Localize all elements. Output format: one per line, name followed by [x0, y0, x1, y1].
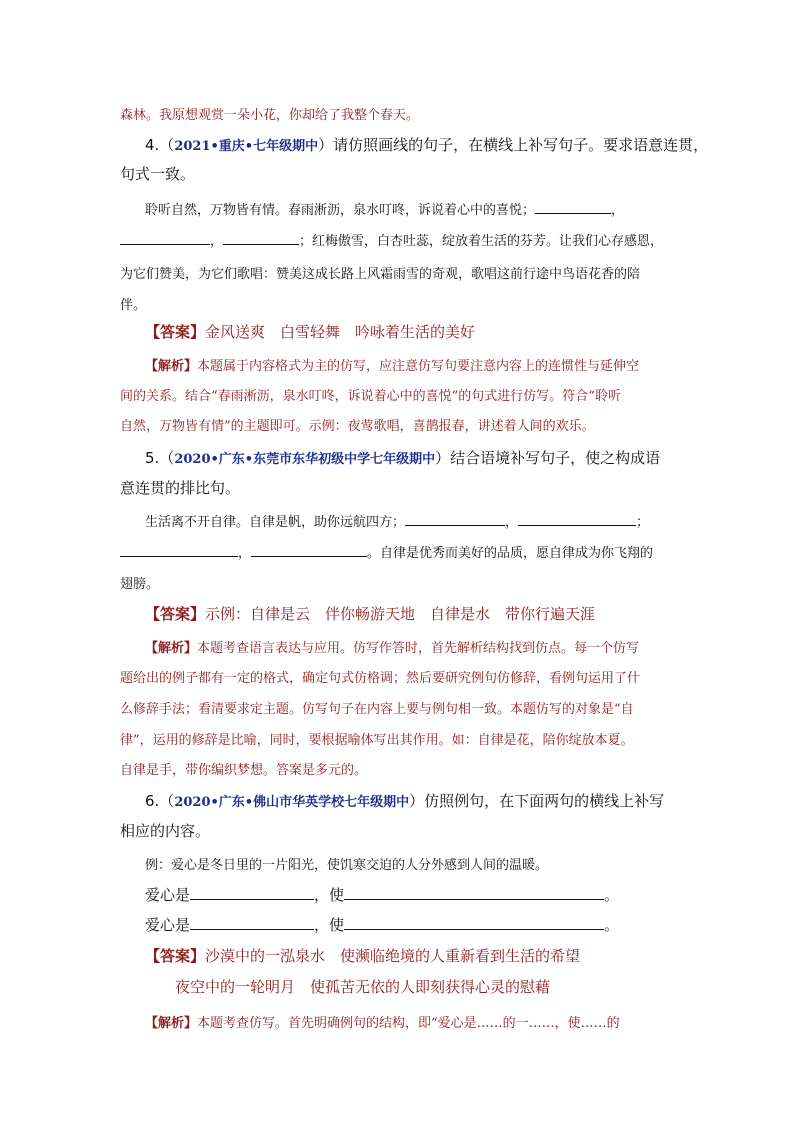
- answer-blank: [120, 230, 210, 245]
- answer-blank: [120, 542, 238, 557]
- comma: ，: [611, 203, 625, 218]
- fill-end: 。: [604, 886, 620, 904]
- question-6-answer: [145, 945, 580, 966]
- question-5-analysis-line-4: 律”，运用的修辞是比喻，同时，要根据喻体写出其作用。如：自律是花，陪你绽放本夏。: [120, 733, 634, 748]
- analysis-label: 【解析】: [145, 1016, 198, 1031]
- question-4-heading: [145, 134, 708, 155]
- question-5-body-line-2: [120, 542, 653, 561]
- previous-answer-tail: 森林。我原想观赏一朵小花，你却给了我整个春天。: [120, 108, 420, 123]
- body-text: 。自律是优秀而美好的品质，愿自律成为你飞翔的: [367, 546, 654, 561]
- answer-blank: [518, 511, 636, 526]
- fill-end: 。: [604, 916, 620, 934]
- question-prompt: 结合语境补写句子，使之构成语: [450, 449, 661, 467]
- question-source: 2021•重庆•七年级期中: [174, 139, 319, 154]
- analysis-text: 本题考查语言表达与应用。仿写作答时，首先解析结构找到仿点。每一个仿写: [197, 641, 640, 656]
- question-4-body-line-3: 为它们赞美，为它们歌唱：赞美这成长路上风霜雨雪的奇观，歌唱这前行途中鸟语花香的陪: [120, 267, 641, 282]
- question-close: ）: [409, 792, 425, 810]
- question-6-prompt-cont: 相应的内容。: [120, 822, 211, 840]
- analysis-label: 【解析】: [145, 359, 198, 374]
- question-4-prompt-cont: 句式一致。: [120, 165, 196, 183]
- answer-blank: [344, 915, 604, 930]
- question-5-body-line-3: 翅膀。: [120, 577, 160, 592]
- question-6-fill-line-1: [145, 884, 619, 905]
- body-text: 聆听自然，万物皆有情。春雨淅沥，泉水叮咚，诉说着心中的喜悦；: [145, 203, 536, 218]
- answer-blank: [190, 885, 314, 900]
- question-5-analysis-line-5: 自律是手，带你编织梦想。答案是多元的。: [120, 763, 368, 778]
- question-6-heading: [145, 790, 664, 811]
- analysis-text: 本题属于内容格式为主的仿写，应注意仿写句要注意内容上的连惯性与延伸空: [197, 359, 640, 374]
- answer-text: 金风送爽 白雪轻舞 吟咏着生活的美好: [205, 323, 476, 341]
- question-5-body-line-1: [145, 511, 649, 530]
- question-5-analysis-line-3: 么修辞手法；看清要求定主题。仿写句子在内容上要与例句相一致。本题仿写的对象是“自: [120, 702, 634, 717]
- answer-label: 【答案】: [145, 605, 206, 623]
- question-4-analysis-line-1: [145, 355, 639, 374]
- semicolon: ；: [636, 515, 650, 530]
- question-4-body-line-1: [145, 199, 624, 218]
- answer-text: 沙漠中的一泓泉水 使濒临绝境的人重新看到生活的希望: [205, 947, 581, 965]
- question-close: ）: [318, 136, 334, 154]
- question-number: 6.（: [145, 792, 175, 810]
- fill-prefix: 爱心是: [145, 886, 191, 904]
- comma: ，: [238, 546, 252, 561]
- comma: ，: [505, 515, 519, 530]
- question-number: 4.（: [145, 136, 175, 154]
- analysis-text: 本题考查仿写。首先明确例句的结构，即“爱心是……的一……，使……的: [197, 1016, 620, 1031]
- fill-middle: ，使: [314, 916, 345, 934]
- question-6-answer-line-2: 夜空中的一轮明月 使孤苦无依的人即刻获得心灵的慰藉: [175, 978, 551, 996]
- question-5-analysis-line-2: 题给出的例子都有一定的格式，确定句式仿格调；然后要研究例句仿修辞，看例句运用了什: [120, 671, 641, 686]
- comma: ，: [210, 234, 224, 249]
- question-4-body-line-2: [120, 230, 663, 249]
- answer-blank: [251, 542, 367, 557]
- analysis-label: 【解析】: [145, 641, 198, 656]
- question-prompt: 请仿照画线的句子，在横线上补写句子。要求语意连贯，: [333, 136, 709, 154]
- answer-text: 示例：自律是云 伴你畅游天地 自律是水 带你行遍天涯: [205, 605, 596, 623]
- question-4-analysis-line-3: 自然，万物皆有情”的主题即可。示例：夜莺歌唱，喜鹊报春，讲述着人间的欢乐。: [120, 419, 595, 434]
- answer-blank: [190, 915, 314, 930]
- fill-prefix: 爱心是: [145, 916, 191, 934]
- question-5-analysis-line-1: [145, 637, 639, 656]
- question-4-answer: [145, 321, 475, 342]
- question-5-answer: [145, 603, 595, 624]
- question-4-body-line-4: 伴。: [120, 298, 147, 313]
- question-5-prompt-cont: 意连贯的排比句。: [120, 479, 241, 497]
- question-close: ）: [435, 449, 451, 467]
- answer-label: 【答案】: [145, 323, 206, 341]
- question-4-analysis-line-2: 间的关系。结合“春雨淅沥，泉水叮咚，诉说着心中的喜悦”的句式进行仿写。符合“聆听: [120, 389, 621, 404]
- question-number: 5.（: [145, 449, 175, 467]
- question-prompt: 仿照例句，在下面两句的横线上补写: [424, 792, 665, 810]
- fill-middle: ，使: [314, 886, 345, 904]
- answer-blank: [535, 199, 611, 214]
- question-source: 2020•广东•东莞市东华初级中学七年级期中: [174, 452, 436, 467]
- question-6-example: 例：爱心是冬日里的一片阳光，使饥寒交迫的人分外感到人间的温暖。: [145, 858, 549, 873]
- question-6-analysis-line-1: [145, 1012, 620, 1031]
- answer-blank: [405, 511, 505, 526]
- question-5-heading: [145, 447, 660, 468]
- answer-blank: [344, 885, 604, 900]
- body-text: 生活离不开自律。自律是帆，助你远航四方；: [145, 515, 406, 530]
- answer-label: 【答案】: [145, 947, 206, 965]
- question-source: 2020•广东•佛山市华英学校七年级期中: [174, 795, 410, 810]
- answer-blank: [223, 230, 299, 245]
- question-6-fill-line-2: [145, 914, 619, 935]
- body-text: ；红梅傲雪，白杏吐蕊，绽放着生活的芬芳。让我们心存感恩，: [299, 234, 664, 249]
